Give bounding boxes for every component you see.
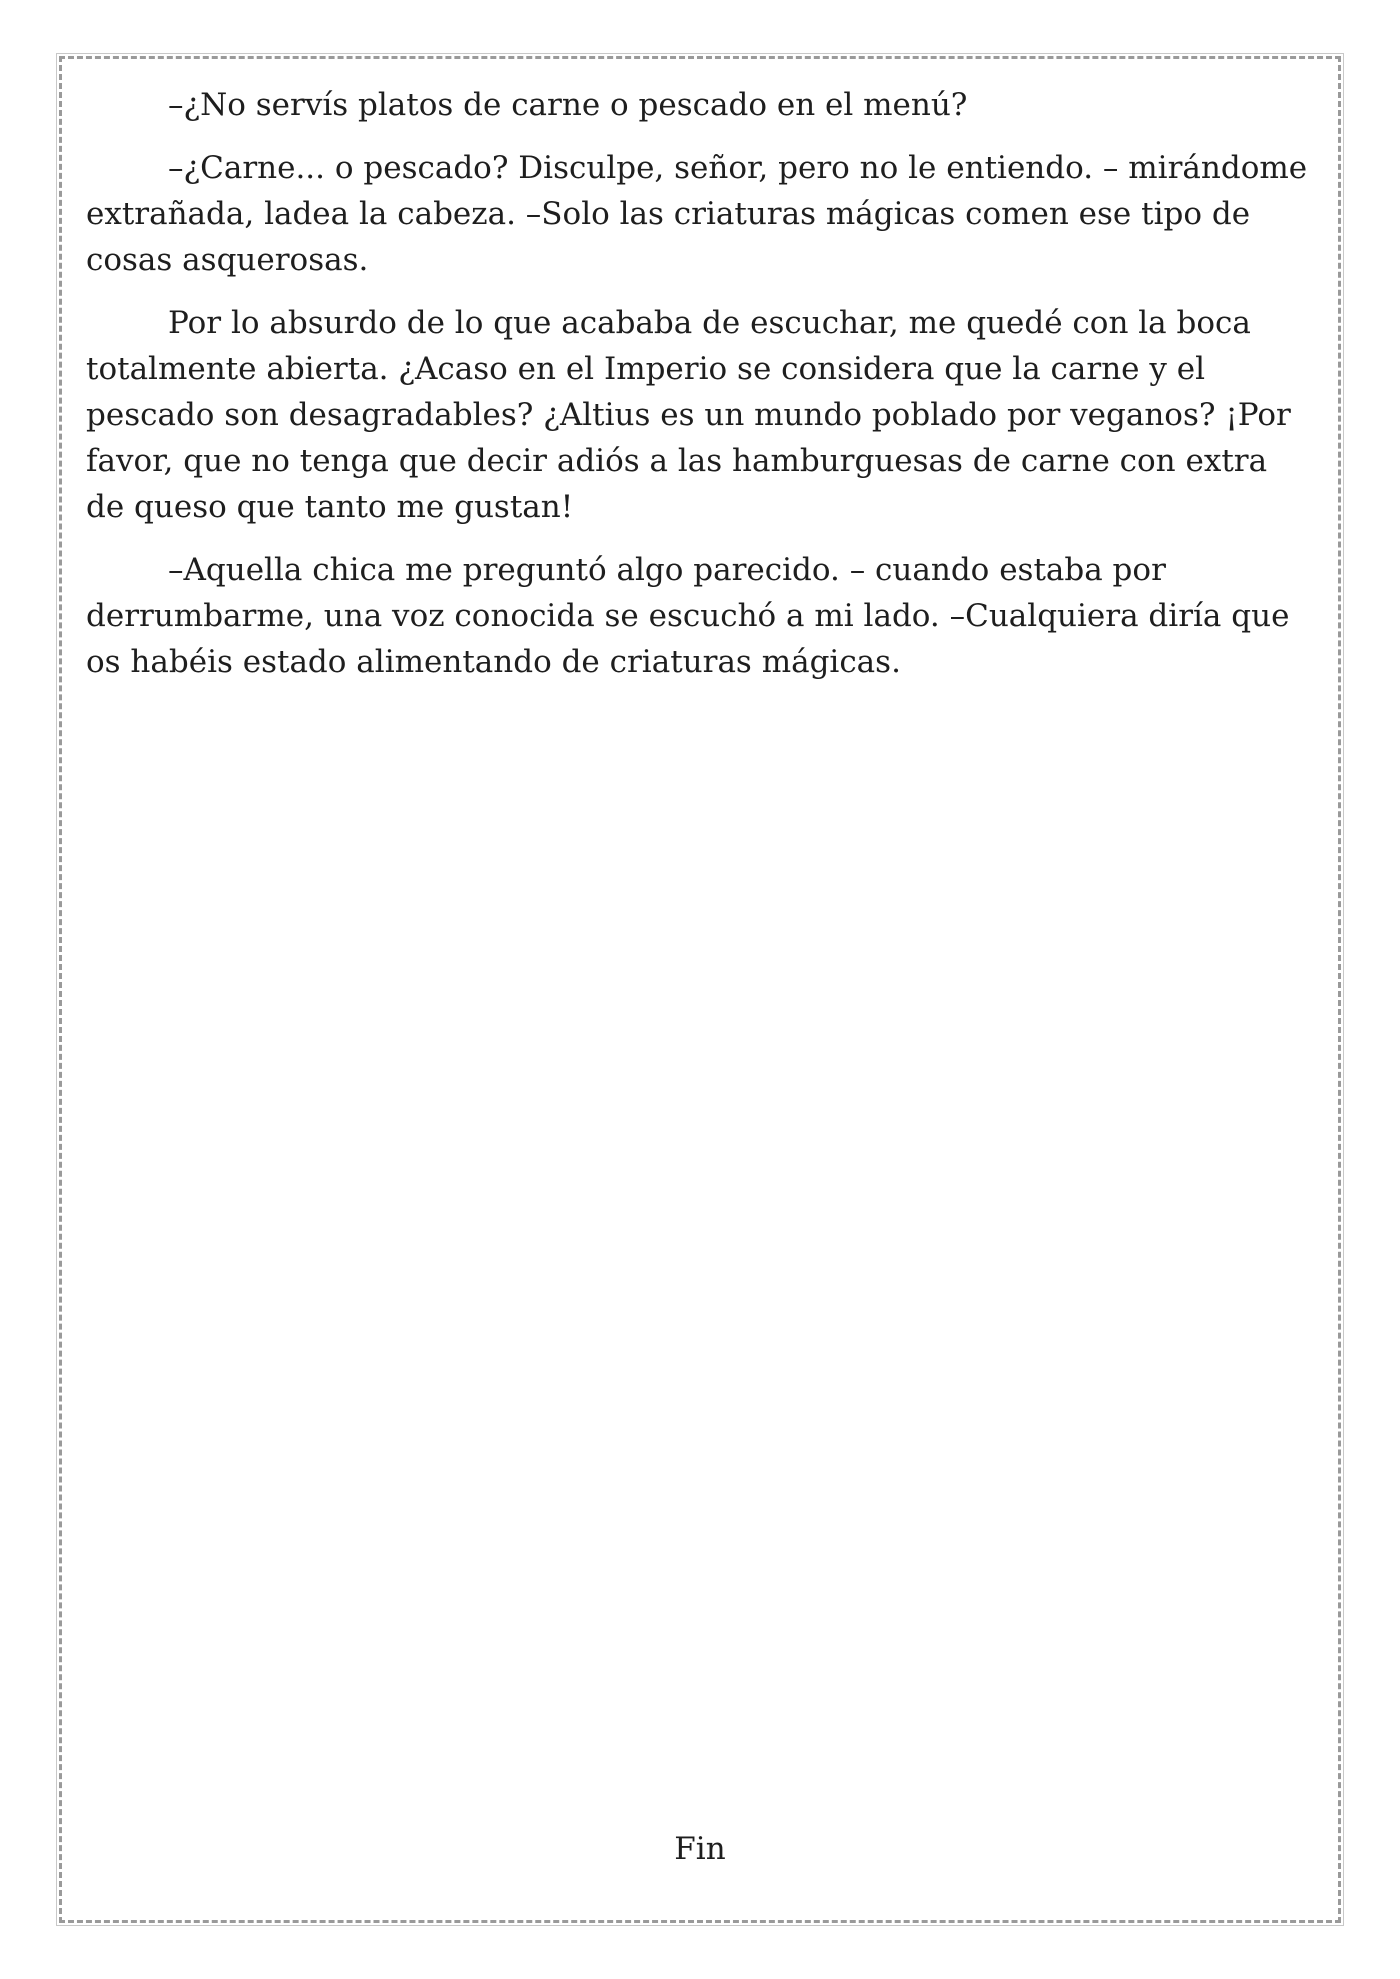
- paragraph-dialogue-voice: –Aquella chica me preguntó algo parecido. – cuando estaba por derrumbarme, una voz conocida se escuchó a mi lado. –Cualquiera diría que os habéis estado alimentando de criaturas mágicas.: [86, 552, 1290, 680]
- paragraph-dialogue-question: –¿No servís platos de carne o pescado en el menú?: [168, 87, 968, 123]
- text-body: [86, 82, 1314, 702]
- paragraph-dialogue-reply: –¿Carne... o pescado? Disculpe, señor, pero no le entiendo. – mirándome extrañada, ladea la cabeza. –Solo las criaturas mágicas comen ese tipo de cosas asquerosas.: [86, 150, 1308, 278]
- paragraph-narration: Por lo absurdo de lo que acababa de escuchar, me quedé con la boca totalmente abierta. ¿Acaso en el Imperio se considera que la carne y el pescado son desagradables? ¿Altius es un mundo poblado por veganos? ¡Por favor, que no tenga que decir adiós a las hamburguesas de carne con extra de queso que tanto me gustan!: [86, 305, 1291, 525]
- end-marker: Fin: [674, 1831, 726, 1867]
